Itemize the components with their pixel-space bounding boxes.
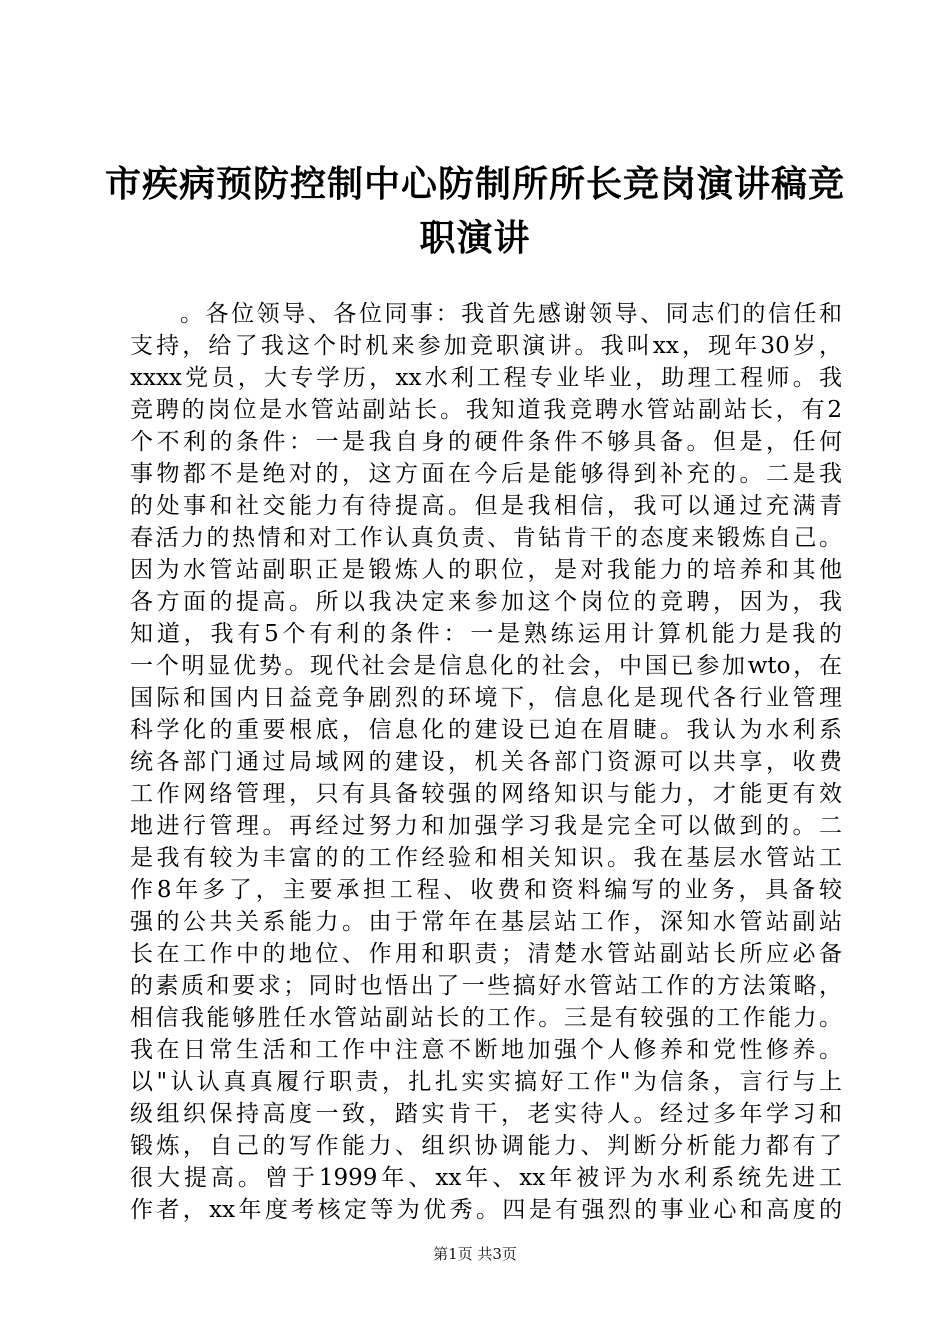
page-number-footer: 第1页 共3页 <box>433 1245 517 1263</box>
body-line: 以"认认真真履行职责，扎扎实实搞好工作"为信条，言行与上 <box>130 1069 842 1095</box>
body-line: 我在日常生活和工作中注意不断地加强个人修养和党性修养。 <box>130 1037 842 1063</box>
body-line: 地进行管理。再经过努力和加强学习我是完全可以做到的。二 <box>130 813 842 839</box>
body-line: 工作网络管理，只有具备较强的网络知识与能力，才能更有效 <box>130 781 842 807</box>
body-line: 很大提高。曾于1999年、xx年、xx年被评为水利系统先进工 <box>130 1165 842 1191</box>
body-line: 长在工作中的地位、作用和职责；清楚水管站副站长所应必备 <box>130 941 842 967</box>
body-line: 支持，给了我这个时机来参加竞职演讲。我叫xx，现年30岁， <box>130 333 842 359</box>
body-line: 强的公共关系能力。由于常年在基层站工作，深知水管站副站 <box>130 909 842 935</box>
body-line: 一个明显优势。现代社会是信息化的社会，中国已参加wto，在 <box>130 653 842 679</box>
body-paragraph <box>130 298 842 1226</box>
body-line: xxxx党员，大专学历，xx水利工程专业毕业，助理工程师。我 <box>130 365 842 391</box>
body-line: 春活力的热情和对工作认真负责、肯钻肯干的态度来锻炼自己。 <box>130 525 842 551</box>
body-line: 因为水管站副职正是锻炼人的职位，是对我能力的培养和其他 <box>130 557 842 583</box>
body-line: 知道，我有5个有利的条件：一是熟练运用计算机能力是我的 <box>130 621 842 647</box>
body-line: 个不利的条件：一是我自身的硬件条件不够具备。但是，任何 <box>130 429 842 455</box>
body-line: 。各位领导、各位同事：我首先感谢领导、同志们的信任和 <box>180 301 842 327</box>
body-line: 作者，xx年度考核定等为优秀。四是有强烈的事业心和高度的 <box>130 1197 842 1223</box>
title-line: 职演讲 <box>419 218 531 259</box>
body-line: 相信我能够胜任水管站副站长的工作。三是有较强的工作能力。 <box>130 1005 842 1031</box>
body-line: 的处事和社交能力有待提高。但是我相信，我可以通过充满青 <box>130 493 842 519</box>
body-line: 事物都不是绝对的，这方面在今后是能够得到补充的。二是我 <box>130 461 842 487</box>
body-line: 级组织保持高度一致，踏实肯干，老实待人。经过多年学习和 <box>130 1101 842 1127</box>
document-title <box>100 158 850 266</box>
body-line: 国际和国内日益竞争剧烈的环境下，信息化是现代各行业管理 <box>130 685 842 711</box>
body-line: 的素质和要求；同时也悟出了一些搞好水管站工作的方法策略， <box>130 973 842 999</box>
body-line: 各方面的提高。所以我决定来参加这个岗位的竞聘，因为，我 <box>130 589 842 615</box>
body-line: 科学化的重要根底，信息化的建设已迫在眉睫。我认为水利系 <box>130 717 842 743</box>
body-line: 锻炼，自己的写作能力、组织协调能力、判断分析能力都有了 <box>130 1133 842 1159</box>
body-line: 是我有较为丰富的的工作经验和相关知识。我在基层水管站工 <box>130 845 842 871</box>
title-line: 市疾病预防控制中心防制所所长竞岗演讲稿竞 <box>104 164 845 205</box>
body-line: 作8年多了，主要承担工程、收费和资料编写的业务，具备较 <box>130 877 842 903</box>
body-line: 统各部门通过局域网的建设，机关各部门资源可以共享，收费 <box>130 749 842 775</box>
body-line: 竞聘的岗位是水管站副站长。我知道我竞聘水管站副站长，有2 <box>130 397 842 423</box>
